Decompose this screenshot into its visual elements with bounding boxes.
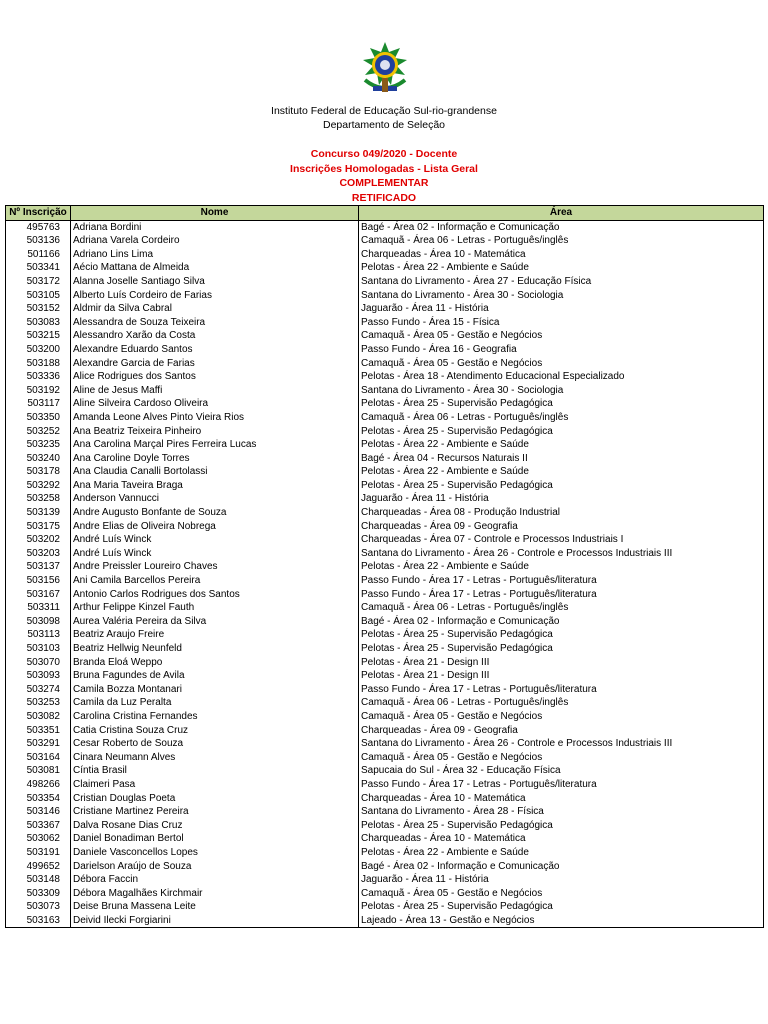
registration-number-cell: 503354 — [6, 792, 71, 806]
table-row — [6, 914, 764, 928]
status-label: RETIFICADO — [351, 191, 417, 204]
candidate-name-cell: Darielson Araújo de Souza — [71, 860, 359, 874]
candidate-name-cell: Aécio Mattana de Almeida — [71, 261, 359, 275]
area-cell: Camaquã - Área 05 - Gestão e Negócios — [359, 357, 764, 371]
candidate-name-cell: Ana Beatriz Teixeira Pinheiro — [71, 425, 359, 439]
registration-number-cell: 495763 — [6, 220, 71, 234]
table-row — [6, 819, 764, 833]
candidate-name-cell: Carolina Cristina Fernandes — [71, 710, 359, 724]
table-row — [6, 261, 764, 275]
registration-number-cell: 503083 — [6, 316, 71, 330]
candidate-name-cell: Aldmir da Silva Cabral — [71, 302, 359, 316]
table-row — [6, 860, 764, 874]
area-cell: Bagé - Área 02 - Informação e Comunicação — [359, 860, 764, 874]
registration-number-cell: 503081 — [6, 764, 71, 778]
table-row — [6, 289, 764, 303]
candidate-name-cell: Alessandra de Souza Teixeira — [71, 316, 359, 330]
area-cell: Bagé - Área 02 - Informação e Comunicação — [359, 220, 764, 234]
table-row — [6, 574, 764, 588]
registration-number-cell: 503148 — [6, 873, 71, 887]
area-cell: Pelotas - Área 25 - Supervisão Pedagógica — [359, 425, 764, 439]
candidate-name-cell: Catia Cristina Souza Cruz — [71, 724, 359, 738]
area-cell: Pelotas - Área 25 - Supervisão Pedagógica — [359, 900, 764, 914]
table-header-row — [6, 206, 764, 221]
area-cell: Passo Fundo - Área 15 - Física — [359, 316, 764, 330]
registration-number-cell: 503137 — [6, 560, 71, 574]
candidate-name-cell: Cristiane Martinez Pereira — [71, 805, 359, 819]
table-row — [6, 778, 764, 792]
registration-number-cell: 503350 — [6, 411, 71, 425]
area-cell: Camaquã - Área 05 - Gestão e Negócios — [359, 710, 764, 724]
table-row — [6, 397, 764, 411]
registration-number-cell: 503105 — [6, 289, 71, 303]
table-row — [6, 506, 764, 520]
candidate-name-cell: Cristian Douglas Poeta — [71, 792, 359, 806]
registration-number-cell: 503062 — [6, 832, 71, 846]
area-cell: Santana do Livramento - Área 26 - Controle e Processos Industriais III — [359, 737, 764, 751]
area-cell: Passo Fundo - Área 17 - Letras - Português/literatura — [359, 683, 764, 697]
area-cell: Pelotas - Área 21 - Design III — [359, 669, 764, 683]
candidate-name-cell: Adriana Bordini — [71, 220, 359, 234]
area-cell: Charqueadas - Área 10 - Matemática — [359, 792, 764, 806]
area-cell: Lajeado - Área 13 - Gestão e Negócios — [359, 914, 764, 928]
candidate-name-cell: Alessandro Xarão da Costa — [71, 329, 359, 343]
area-cell: Camaquã - Área 06 - Letras - Português/inglês — [359, 411, 764, 425]
area-cell: Pelotas - Área 22 - Ambiente e Saúde — [359, 438, 764, 452]
area-cell: Camaquã - Área 05 - Gestão e Negócios — [359, 887, 764, 901]
institution-name: Instituto Federal de Educação Sul-rio-grandense — [271, 105, 497, 117]
area-cell: Camaquã - Área 06 - Letras - Português/inglês — [359, 696, 764, 710]
candidate-name-cell: Débora Faccin — [71, 873, 359, 887]
area-cell: Camaquã - Área 06 - Letras - Português/inglês — [359, 601, 764, 615]
registration-number-cell: 503215 — [6, 329, 71, 343]
registration-number-cell: 503073 — [6, 900, 71, 914]
table-row — [6, 656, 764, 670]
registration-number-cell: 503200 — [6, 343, 71, 357]
area-cell: Pelotas - Área 25 - Supervisão Pedagógica — [359, 479, 764, 493]
registration-number-cell: 503164 — [6, 751, 71, 765]
table-row — [6, 696, 764, 710]
area-cell: Passo Fundo - Área 17 - Letras - Português/literatura — [359, 588, 764, 602]
table-row — [6, 642, 764, 656]
registration-number-cell: 503175 — [6, 520, 71, 534]
area-cell: Charqueadas - Área 07 - Controle e Processos Industriais I — [359, 533, 764, 547]
area-cell: Bagé - Área 02 - Informação e Comunicação — [359, 615, 764, 629]
table-row — [6, 764, 764, 778]
area-cell: Pelotas - Área 21 - Design III — [359, 656, 764, 670]
area-cell: Santana do Livramento - Área 28 - Física — [359, 805, 764, 819]
table-row — [6, 533, 764, 547]
table-row — [6, 601, 764, 615]
registration-number-cell: 503188 — [6, 357, 71, 371]
area-cell: Pelotas - Área 22 - Ambiente e Saúde — [359, 261, 764, 275]
document-title-block — [0, 147, 768, 205]
table-row — [6, 234, 764, 248]
registration-number-cell: 503291 — [6, 737, 71, 751]
table-row — [6, 329, 764, 343]
registration-number-cell: 503156 — [6, 574, 71, 588]
registration-number-cell: 503202 — [6, 533, 71, 547]
table-body — [6, 220, 764, 928]
registration-number-cell: 503117 — [6, 397, 71, 411]
candidate-name-cell: Deise Bruna Massena Leite — [71, 900, 359, 914]
registration-number-cell: 503167 — [6, 588, 71, 602]
table-row — [6, 492, 764, 506]
area-cell: Pelotas - Área 25 - Supervisão Pedagógica — [359, 397, 764, 411]
registration-number-cell: 503309 — [6, 887, 71, 901]
registration-number-cell: 503093 — [6, 669, 71, 683]
table-row — [6, 384, 764, 398]
candidate-name-cell: André Luís Winck — [71, 533, 359, 547]
registration-number-cell: 503113 — [6, 628, 71, 642]
registration-number-cell: 503258 — [6, 492, 71, 506]
table-row — [6, 710, 764, 724]
candidate-name-cell: Andre Augusto Bonfante de Souza — [71, 506, 359, 520]
area-cell: Charqueadas - Área 08 - Produção Industrial — [359, 506, 764, 520]
candidate-name-cell: Aline Silveira Cardoso Oliveira — [71, 397, 359, 411]
candidate-name-cell: Daniele Vasconcellos Lopes — [71, 846, 359, 860]
candidate-name-cell: Arthur Felippe Kinzel Fauth — [71, 601, 359, 615]
registration-number-cell: 503136 — [6, 234, 71, 248]
candidate-name-cell: Aurea Valéria Pereira da Silva — [71, 615, 359, 629]
contest-title: Concurso 049/2020 - Docente — [310, 148, 458, 160]
table-row — [6, 547, 764, 561]
candidate-name-cell: Camila da Luz Peralta — [71, 696, 359, 710]
candidate-name-cell: Débora Magalhães Kirchmair — [71, 887, 359, 901]
candidate-name-cell: Bruna Fagundes de Avila — [71, 669, 359, 683]
table-row — [6, 220, 764, 234]
registration-number-cell: 503274 — [6, 683, 71, 697]
registration-number-cell: 503203 — [6, 547, 71, 561]
candidate-name-cell: Cinara Neumann Alves — [71, 751, 359, 765]
table-row — [6, 357, 764, 371]
area-cell: Charqueadas - Área 10 - Matemática — [359, 248, 764, 262]
table-row — [6, 438, 764, 452]
candidate-name-cell: Anderson Vannucci — [71, 492, 359, 506]
registration-number-cell: 503192 — [6, 384, 71, 398]
table-row — [6, 628, 764, 642]
registration-number-cell: 503240 — [6, 452, 71, 466]
candidate-name-cell: Beatriz Araujo Freire — [71, 628, 359, 642]
table-row — [6, 452, 764, 466]
table-row — [6, 832, 764, 846]
registration-number-cell: 503103 — [6, 642, 71, 656]
table-row — [6, 479, 764, 493]
candidate-name-cell: Daniel Bonadiman Bertol — [71, 832, 359, 846]
candidate-name-cell: Adriano Lins Lima — [71, 248, 359, 262]
table-row — [6, 724, 764, 738]
registrations-table — [5, 205, 764, 928]
table-row — [6, 588, 764, 602]
table-row — [6, 411, 764, 425]
area-cell: Sapucaia do Sul - Área 32 - Educação Física — [359, 764, 764, 778]
table-row — [6, 669, 764, 683]
table-row — [6, 615, 764, 629]
area-cell: Jaguarão - Área 11 - História — [359, 873, 764, 887]
candidate-name-cell: André Luís Winck — [71, 547, 359, 561]
candidate-name-cell: Cíntia Brasil — [71, 764, 359, 778]
area-cell: Jaguarão - Área 11 - História — [359, 302, 764, 316]
column-header-name: Nome — [71, 206, 359, 221]
registration-number-cell: 501166 — [6, 248, 71, 262]
table-row — [6, 792, 764, 806]
table-row — [6, 805, 764, 819]
table-row — [6, 275, 764, 289]
candidate-name-cell: Camila Bozza Montanari — [71, 683, 359, 697]
area-cell: Charqueadas - Área 09 - Geografia — [359, 520, 764, 534]
registration-number-cell: 503292 — [6, 479, 71, 493]
registration-number-cell: 503336 — [6, 370, 71, 384]
area-cell: Camaquã - Área 05 - Gestão e Negócios — [359, 751, 764, 765]
area-cell: Pelotas - Área 22 - Ambiente e Saúde — [359, 560, 764, 574]
area-cell: Charqueadas - Área 10 - Matemática — [359, 832, 764, 846]
registration-number-cell: 503172 — [6, 275, 71, 289]
candidate-name-cell: Aline de Jesus Maffi — [71, 384, 359, 398]
candidate-name-cell: Alice Rodrigues dos Santos — [71, 370, 359, 384]
candidate-name-cell: Alexandre Eduardo Santos — [71, 343, 359, 357]
area-cell: Pelotas - Área 25 - Supervisão Pedagógica — [359, 819, 764, 833]
table-row — [6, 465, 764, 479]
table-row — [6, 873, 764, 887]
table-row — [6, 751, 764, 765]
area-cell: Pelotas - Área 25 - Supervisão Pedagógica — [359, 642, 764, 656]
area-cell: Santana do Livramento - Área 26 - Controle e Processos Industriais III — [359, 547, 764, 561]
registration-number-cell: 503070 — [6, 656, 71, 670]
area-cell: Charqueadas - Área 09 - Geografia — [359, 724, 764, 738]
candidate-name-cell: Ana Claudia Canalli Bortolassi — [71, 465, 359, 479]
table-row — [6, 248, 764, 262]
area-cell: Passo Fundo - Área 17 - Letras - Português/literatura — [359, 778, 764, 792]
registration-number-cell: 503367 — [6, 819, 71, 833]
candidate-name-cell: Alberto Luís Cordeiro de Farias — [71, 289, 359, 303]
area-cell: Camaquã - Área 05 - Gestão e Negócios — [359, 329, 764, 343]
table-row — [6, 370, 764, 384]
candidate-name-cell: Amanda Leone Alves Pinto Vieira Rios — [71, 411, 359, 425]
registration-number-cell: 503253 — [6, 696, 71, 710]
area-cell: Passo Fundo - Área 16 - Geografia — [359, 343, 764, 357]
table-row — [6, 520, 764, 534]
area-cell: Santana do Livramento - Área 30 - Sociologia — [359, 289, 764, 303]
registration-number-cell: 503235 — [6, 438, 71, 452]
department-name: Departamento de Seleção — [323, 119, 445, 131]
registration-number-cell: 503082 — [6, 710, 71, 724]
registration-number-cell: 499652 — [6, 860, 71, 874]
table-row — [6, 302, 764, 316]
area-cell: Bagé - Área 04 - Recursos Naturais II — [359, 452, 764, 466]
column-header-area: Área — [359, 206, 764, 221]
table-row — [6, 900, 764, 914]
table-row — [6, 343, 764, 357]
area-cell: Pelotas - Área 18 - Atendimento Educacional Especializado — [359, 370, 764, 384]
table-row — [6, 683, 764, 697]
registration-number-cell: 503098 — [6, 615, 71, 629]
table-row — [6, 560, 764, 574]
table-row — [6, 737, 764, 751]
candidate-name-cell: Alexandre Garcia de Farias — [71, 357, 359, 371]
candidate-name-cell: Ana Caroline Doyle Torres — [71, 452, 359, 466]
table-row — [6, 316, 764, 330]
area-cell: Pelotas - Área 22 - Ambiente e Saúde — [359, 465, 764, 479]
registration-number-cell: 503311 — [6, 601, 71, 615]
candidate-name-cell: Alanna Joselle Santiago Silva — [71, 275, 359, 289]
table-row — [6, 887, 764, 901]
candidate-name-cell: Dalva Rosane Dias Cruz — [71, 819, 359, 833]
area-cell: Pelotas - Área 25 - Supervisão Pedagógica — [359, 628, 764, 642]
registration-number-cell: 503191 — [6, 846, 71, 860]
registration-number-cell: 503178 — [6, 465, 71, 479]
candidate-name-cell: Deivid Ilecki Forgiarini — [71, 914, 359, 928]
candidate-name-cell: Andre Elias de Oliveira Nobrega — [71, 520, 359, 534]
candidate-name-cell: Adriana Varela Cordeiro — [71, 234, 359, 248]
candidate-name-cell: Cesar Roberto de Souza — [71, 737, 359, 751]
registration-number-cell: 503152 — [6, 302, 71, 316]
registration-number-cell: 503351 — [6, 724, 71, 738]
candidate-name-cell: Andre Preissler Loureiro Chaves — [71, 560, 359, 574]
list-title: Inscrições Homologadas - Lista Geral — [290, 162, 478, 175]
candidate-name-cell: Antonio Carlos Rodrigues dos Santos — [71, 588, 359, 602]
area-cell: Passo Fundo - Área 17 - Letras - Português/literatura — [359, 574, 764, 588]
area-cell: Pelotas - Área 22 - Ambiente e Saúde — [359, 846, 764, 860]
table-row — [6, 425, 764, 439]
area-cell: Jaguarão - Área 11 - História — [359, 492, 764, 506]
table-row — [6, 846, 764, 860]
registration-number-cell: 503139 — [6, 506, 71, 520]
area-cell: Santana do Livramento - Área 30 - Sociologia — [359, 384, 764, 398]
registration-number-cell: 503341 — [6, 261, 71, 275]
registration-number-cell: 498266 — [6, 778, 71, 792]
registration-number-cell: 503146 — [6, 805, 71, 819]
candidate-name-cell: Branda Eloá Weppo — [71, 656, 359, 670]
candidate-name-cell: Ani Camila Barcellos Pereira — [71, 574, 359, 588]
complement-label: COMPLEMENTAR — [339, 177, 429, 189]
registration-number-cell: 503252 — [6, 425, 71, 439]
candidate-name-cell: Ana Carolina Marçal Pires Ferreira Lucas — [71, 438, 359, 452]
area-cell: Santana do Livramento - Área 27 - Educação Física — [359, 275, 764, 289]
candidate-name-cell: Beatriz Hellwig Neunfeld — [71, 642, 359, 656]
candidate-name-cell: Claimeri Pasa — [71, 778, 359, 792]
registration-number-cell: 503163 — [6, 914, 71, 928]
area-cell: Camaquã - Área 06 - Letras - Português/inglês — [359, 234, 764, 248]
brazil-coat-of-arms-icon — [355, 40, 415, 100]
column-header-registration: Nº Inscrição — [6, 206, 71, 221]
candidate-name-cell: Ana Maria Taveira Braga — [71, 479, 359, 493]
